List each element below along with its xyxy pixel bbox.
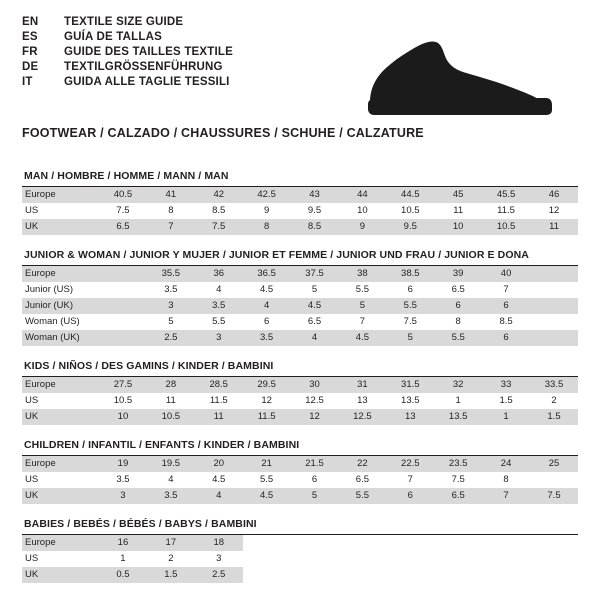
size-cell xyxy=(530,330,578,346)
size-cell: 9.5 xyxy=(386,219,434,235)
size-cell: 2 xyxy=(530,393,578,409)
size-cell: 22.5 xyxy=(386,456,434,472)
size-cell: 30 xyxy=(291,377,339,393)
size-cell: 11 xyxy=(195,409,243,425)
size-cell: 25 xyxy=(530,456,578,472)
size-cell: 12.5 xyxy=(338,409,386,425)
size-cell: 4.5 xyxy=(243,488,291,504)
size-cell: 8.5 xyxy=(195,203,243,219)
size-cell: 12 xyxy=(243,393,291,409)
size-cell xyxy=(530,472,578,488)
size-cell: 3.5 xyxy=(147,282,195,298)
size-cell: 42 xyxy=(195,187,243,203)
size-cell: 45.5 xyxy=(482,187,530,203)
size-cell: 7.5 xyxy=(195,219,243,235)
language-row xyxy=(22,31,233,46)
size-cell: 7 xyxy=(482,282,530,298)
row-label: UK xyxy=(22,409,99,425)
row-label: US xyxy=(22,393,99,409)
section-title: BABIES / BEBÉS / BÉBÉS / BABYS / BAMBINI xyxy=(22,518,578,535)
section-title: CHILDREN / INFANTIL / ENFANTS / KINDER / BAMBINI xyxy=(22,439,578,456)
size-cell: 9 xyxy=(243,203,291,219)
size-cell xyxy=(99,330,147,346)
size-section xyxy=(22,249,578,346)
language-title: GUIDA ALLE TAGLIE TESSILI xyxy=(64,76,230,88)
size-cell: 3 xyxy=(99,488,147,504)
table-row xyxy=(22,409,578,425)
size-cell: 4 xyxy=(147,472,195,488)
size-cell: 18 xyxy=(195,535,243,551)
language-code: FR xyxy=(22,46,38,58)
table-row xyxy=(22,393,578,409)
row-label: Europe xyxy=(22,535,99,551)
size-cell xyxy=(530,298,578,314)
row-label: Europe xyxy=(22,377,99,393)
size-cell: 28.5 xyxy=(195,377,243,393)
size-cell: 44 xyxy=(338,187,386,203)
size-cell: 6.5 xyxy=(99,219,147,235)
table-row xyxy=(22,330,578,346)
row-label: US xyxy=(22,203,99,219)
page-header xyxy=(22,16,578,116)
language-title: GUIDE DES TAILLES TEXTILE xyxy=(64,46,233,58)
size-cell: 11 xyxy=(147,393,195,409)
size-cell: 21 xyxy=(243,456,291,472)
size-cell: 21.5 xyxy=(291,456,339,472)
size-table xyxy=(22,456,578,504)
size-cell: 7 xyxy=(482,488,530,504)
size-cell: 6.5 xyxy=(434,488,482,504)
language-code: IT xyxy=(22,76,33,88)
size-cell: 23.5 xyxy=(434,456,482,472)
size-cell: 1 xyxy=(482,409,530,425)
language-code: EN xyxy=(22,16,39,28)
row-label: UK xyxy=(22,567,99,583)
size-cell xyxy=(99,314,147,330)
section-title: KIDS / NIÑOS / DES GAMINS / KINDER / BAMBINI xyxy=(22,360,578,377)
size-cell xyxy=(386,535,434,551)
size-cell: 5.5 xyxy=(386,298,434,314)
table-row xyxy=(22,266,578,282)
row-label: Woman (US) xyxy=(22,314,99,330)
size-cell: 11.5 xyxy=(243,409,291,425)
size-cell: 1.5 xyxy=(530,409,578,425)
size-cell: 6 xyxy=(243,314,291,330)
table-row xyxy=(22,456,578,472)
section-title: JUNIOR & WOMAN / JUNIOR Y MUJER / JUNIOR ET FEMME / JUNIOR UND FRAU / JUNIOR E DONA xyxy=(22,249,578,266)
row-label: Woman (UK) xyxy=(22,330,99,346)
size-cell: 33 xyxy=(482,377,530,393)
size-cell: 3 xyxy=(147,298,195,314)
table-row xyxy=(22,472,578,488)
size-cell: 1 xyxy=(434,393,482,409)
size-cell: 42.5 xyxy=(243,187,291,203)
size-cell: 6.5 xyxy=(338,472,386,488)
size-cell xyxy=(434,551,482,567)
size-cell: 19 xyxy=(99,456,147,472)
size-cell: 13 xyxy=(386,409,434,425)
size-cell: 8.5 xyxy=(482,314,530,330)
size-table xyxy=(22,535,578,583)
size-cell: 8 xyxy=(147,203,195,219)
size-cell: 17 xyxy=(147,535,195,551)
size-cell: 13.5 xyxy=(434,409,482,425)
size-cell: 2.5 xyxy=(147,330,195,346)
size-cell: 40.5 xyxy=(99,187,147,203)
language-row xyxy=(22,46,233,61)
size-cell: 3 xyxy=(195,551,243,567)
size-cell: 5.5 xyxy=(338,282,386,298)
size-cell: 46 xyxy=(530,187,578,203)
size-section xyxy=(22,439,578,504)
size-cell: 6 xyxy=(291,472,339,488)
size-cell: 6 xyxy=(386,282,434,298)
size-cell: 13.5 xyxy=(386,393,434,409)
size-cell xyxy=(99,282,147,298)
size-cell xyxy=(530,567,578,583)
size-cell: 28 xyxy=(147,377,195,393)
size-cell: 41 xyxy=(147,187,195,203)
size-cell: 4 xyxy=(195,488,243,504)
table-row xyxy=(22,314,578,330)
size-cell: 10.5 xyxy=(386,203,434,219)
size-cell: 3 xyxy=(195,330,243,346)
size-cell: 5.5 xyxy=(243,472,291,488)
size-cell: 4 xyxy=(243,298,291,314)
size-cell: 4.5 xyxy=(243,282,291,298)
category-title: FOOTWEAR / CALZADO / CHAUSSURES / SCHUHE / CALZATURE xyxy=(22,126,424,140)
size-cell: 5 xyxy=(291,488,339,504)
size-cell: 31 xyxy=(338,377,386,393)
size-cell xyxy=(338,535,386,551)
size-cell: 6 xyxy=(434,298,482,314)
size-cell: 6 xyxy=(386,488,434,504)
size-cell: 9.5 xyxy=(291,203,339,219)
size-cell: 40 xyxy=(482,266,530,282)
size-cell: 7 xyxy=(338,314,386,330)
section-title: MAN / HOMBRE / HOMME / MANN / MAN xyxy=(22,170,578,187)
language-code: DE xyxy=(22,61,39,73)
size-cell: 9 xyxy=(338,219,386,235)
size-cell: 4.5 xyxy=(338,330,386,346)
size-cell: 38.5 xyxy=(386,266,434,282)
size-cell: 45 xyxy=(434,187,482,203)
size-cell xyxy=(99,298,147,314)
language-row xyxy=(22,16,233,31)
size-cell xyxy=(338,551,386,567)
size-cell xyxy=(386,551,434,567)
language-code: ES xyxy=(22,31,38,43)
size-cell: 3.5 xyxy=(147,488,195,504)
size-cell: 35.5 xyxy=(147,266,195,282)
size-cell: 6.5 xyxy=(434,282,482,298)
size-sections xyxy=(22,170,578,583)
size-cell: 7.5 xyxy=(434,472,482,488)
size-table xyxy=(22,266,578,346)
language-title-list xyxy=(22,16,233,91)
size-cell: 1.5 xyxy=(147,567,195,583)
size-cell: 5.5 xyxy=(434,330,482,346)
size-cell: 5 xyxy=(147,314,195,330)
size-cell: 39 xyxy=(434,266,482,282)
size-cell: 7 xyxy=(147,219,195,235)
size-cell: 8 xyxy=(243,219,291,235)
language-row xyxy=(22,61,233,76)
size-cell: 11 xyxy=(434,203,482,219)
table-row xyxy=(22,488,578,504)
size-cell: 5 xyxy=(338,298,386,314)
size-cell: 1.5 xyxy=(482,393,530,409)
size-cell: 5 xyxy=(386,330,434,346)
size-cell: 3.5 xyxy=(99,472,147,488)
row-label: Junior (US) xyxy=(22,282,99,298)
size-cell: 16 xyxy=(99,535,147,551)
size-cell: 6 xyxy=(482,330,530,346)
dress-shoe-icon xyxy=(360,30,560,116)
size-cell: 36 xyxy=(195,266,243,282)
size-cell: 6 xyxy=(482,298,530,314)
size-cell: 7.5 xyxy=(99,203,147,219)
size-cell: 29.5 xyxy=(243,377,291,393)
size-cell: 13 xyxy=(338,393,386,409)
size-cell: 12 xyxy=(291,409,339,425)
size-cell: 24 xyxy=(482,456,530,472)
row-label: Junior (UK) xyxy=(22,298,99,314)
size-cell: 33.5 xyxy=(530,377,578,393)
size-cell: 19.5 xyxy=(147,456,195,472)
size-cell xyxy=(291,535,339,551)
table-row xyxy=(22,535,578,551)
table-row xyxy=(22,203,578,219)
table-row xyxy=(22,298,578,314)
size-cell: 7.5 xyxy=(530,488,578,504)
size-cell: 4.5 xyxy=(291,298,339,314)
table-row xyxy=(22,551,578,567)
size-cell: 12 xyxy=(530,203,578,219)
size-cell: 10 xyxy=(338,203,386,219)
size-cell: 32 xyxy=(434,377,482,393)
row-label: Europe xyxy=(22,266,99,282)
size-cell: 36.5 xyxy=(243,266,291,282)
size-cell: 6.5 xyxy=(291,314,339,330)
language-row xyxy=(22,76,233,91)
language-title: TEXTILE SIZE GUIDE xyxy=(64,16,184,28)
size-cell: 31.5 xyxy=(386,377,434,393)
table-row xyxy=(22,567,578,583)
table-row xyxy=(22,377,578,393)
size-cell: 10 xyxy=(99,409,147,425)
size-cell: 10.5 xyxy=(99,393,147,409)
size-cell: 12.5 xyxy=(291,393,339,409)
table-row xyxy=(22,282,578,298)
size-cell: 38 xyxy=(338,266,386,282)
size-cell xyxy=(530,535,578,551)
size-cell: 10 xyxy=(434,219,482,235)
size-table xyxy=(22,187,578,235)
size-cell xyxy=(243,567,291,583)
size-cell: 1 xyxy=(99,551,147,567)
size-cell: 4.5 xyxy=(195,472,243,488)
size-cell: 3.5 xyxy=(243,330,291,346)
size-cell xyxy=(338,567,386,583)
size-cell: 5 xyxy=(291,282,339,298)
size-cell xyxy=(530,266,578,282)
size-cell: 4 xyxy=(291,330,339,346)
row-label: Europe xyxy=(22,456,99,472)
size-cell xyxy=(386,567,434,583)
row-label: US xyxy=(22,551,99,567)
size-cell: 2.5 xyxy=(195,567,243,583)
size-cell xyxy=(530,314,578,330)
row-label: UK xyxy=(22,219,99,235)
size-cell xyxy=(530,551,578,567)
size-cell: 27.5 xyxy=(99,377,147,393)
size-cell: 44.5 xyxy=(386,187,434,203)
size-cell: 8 xyxy=(482,472,530,488)
size-cell xyxy=(291,551,339,567)
size-cell: 7 xyxy=(386,472,434,488)
size-section xyxy=(22,170,578,235)
size-cell: 22 xyxy=(338,456,386,472)
size-cell xyxy=(243,535,291,551)
size-cell: 43 xyxy=(291,187,339,203)
size-table xyxy=(22,377,578,425)
size-cell: 11 xyxy=(530,219,578,235)
size-cell xyxy=(530,282,578,298)
row-label: Europe xyxy=(22,187,99,203)
size-cell xyxy=(434,535,482,551)
size-cell: 11.5 xyxy=(195,393,243,409)
language-title: TEXTILGRÖSSENFÜHRUNG xyxy=(64,61,223,73)
size-cell xyxy=(99,266,147,282)
size-section xyxy=(22,360,578,425)
size-cell: 8.5 xyxy=(291,219,339,235)
language-title: GUÍA DE TALLAS xyxy=(64,31,162,43)
size-section xyxy=(22,518,578,583)
size-cell: 2 xyxy=(147,551,195,567)
size-cell xyxy=(434,567,482,583)
table-row xyxy=(22,187,578,203)
size-cell: 10.5 xyxy=(482,219,530,235)
size-cell: 5.5 xyxy=(338,488,386,504)
size-cell: 11.5 xyxy=(482,203,530,219)
size-cell xyxy=(243,551,291,567)
size-cell xyxy=(482,535,530,551)
size-cell: 0.5 xyxy=(99,567,147,583)
size-cell: 8 xyxy=(434,314,482,330)
size-cell: 20 xyxy=(195,456,243,472)
size-cell: 37.5 xyxy=(291,266,339,282)
size-cell xyxy=(482,551,530,567)
size-cell: 4 xyxy=(195,282,243,298)
size-cell: 10.5 xyxy=(147,409,195,425)
size-cell xyxy=(482,567,530,583)
row-label: UK xyxy=(22,488,99,504)
size-cell: 7.5 xyxy=(386,314,434,330)
size-cell xyxy=(291,567,339,583)
size-cell: 3.5 xyxy=(195,298,243,314)
row-label: US xyxy=(22,472,99,488)
table-row xyxy=(22,219,578,235)
size-cell: 5.5 xyxy=(195,314,243,330)
